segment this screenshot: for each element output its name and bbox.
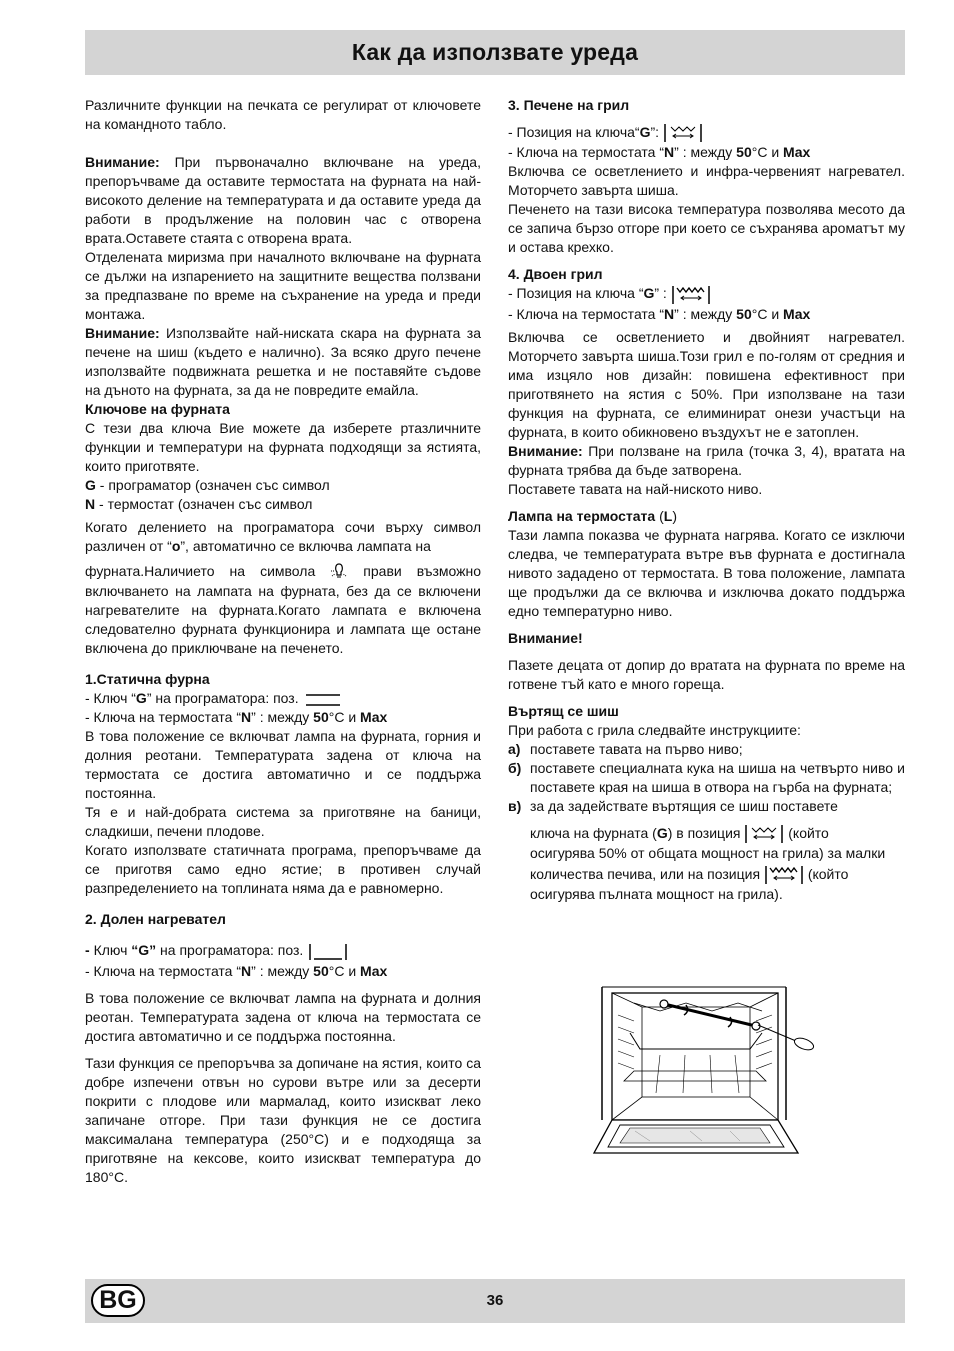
g-key-line: G - програматор (означен със символ: [85, 477, 330, 493]
keys-paragraph: С тези два ключа Вие можете да изберете ртазличните функции и температури на фурната подходящи за ястията, които приготвяте.: [85, 420, 481, 474]
smell-paragraph: Отделената миризма при началното включване на фурната се дължи на изпарението на защитните вещества ползвани за предпазване по време на съхранение на уреда и преди монтажа.: [85, 249, 481, 322]
oven-rotisserie-illustration: [590, 975, 820, 1165]
lamp-paragraph-cont: фурната.Наличието на символа прави възможно включването на лампата на фурната, без да се включени нагревателите на фурната.Когато лампата е включена следователно фурната функционира и лампата ще остане включена до приключване на печенето.: [85, 563, 482, 657]
lamp-paragraph: Когато делението на програматора сочи върху символ различен от “о”, автоматично се включва лампата на: [85, 519, 481, 554]
double-grill-tray: Поставете тавата на най-ниското ниво.: [508, 480, 763, 497]
double-grill-p1: Включва се осветлението и двойният нагревател. Моторчето завърта шиша.Този грил е по-голям от средния и има изцяло нов дизайн: повишена ефективност при приготвянето на ястия с 50%. При използване на тази функция на фурната, се елиминират онези участъци на фурната, в които обикновено въздухът не е затоплен.: [508, 328, 905, 440]
static-oven-p3: Когато използвате статичната програма, препоръчваме да се приготвя само едно ястие; в противен случай разпределението на топлината няма да е равномерно.: [85, 842, 481, 897]
rotisserie-step-a: а) поставете тавата на първо ниво;: [508, 740, 743, 757]
bottom-heater-symbol-icon: [307, 942, 349, 962]
static-oven-p2: Тя е и най-добрата система за приготвяне на баници, сладкиши, печени плодове.: [85, 804, 481, 840]
double-grill-warning: Внимание: При ползване на грила (точка 3, 4), вратата на фурната трябва да бъде затворена.: [508, 442, 905, 478]
n-key-line: N - термостат (означен със символ: [85, 496, 313, 512]
grill-symbol-icon: [663, 123, 703, 143]
bottom-heater-heading: 2. Долен нагревател: [85, 911, 226, 928]
double-grill-key-line: - Позиция на ключа “G” :: [508, 284, 905, 304]
left-column: [85, 96, 481, 1187]
thermostat-lamp-paragraph: Тази лампа показва че фурната нагрява. Когато се изключи следва, че температурата вътре във фурната е достигнала нивото зададено от термостата. В това положение, лампата ще продължи да се включва и изключва докато поддържа едно температурно ниво.: [508, 526, 905, 619]
oven-lamp-icon: [330, 562, 348, 582]
static-oven-thermo-line: - Ключа на термостата “N” : между 50°C и Max: [85, 709, 388, 726]
static-oven-symbol-icon: [303, 693, 343, 707]
double-grill-thermo-line: - Ключа на термостата “N” : между 50°C и Max: [508, 305, 811, 322]
page-title: Как да използвате уреда: [351, 39, 639, 65]
bottom-heater-key-line: - Ключ “G” на програматора: поз.: [85, 941, 481, 961]
keys-heading: Ключове на фурната: [85, 401, 230, 417]
static-oven-p1: В това положение се включват лампа на фурната, горния и долния реотани. Температурата задена от ключа на термостата се достига автоматично и се поддържа постоянна.: [85, 728, 481, 802]
rotisserie-heading: Въртящ се шиш: [508, 702, 619, 719]
warning-paragraph-1: Внимание: При първоначално включване на уреда, препоръчваме да оставите термостата на фурната на най-високото деление на температурата и да оставите уреда да работи в продължение на половин час с отворена врата.Оставете стаята с отворена врата.: [85, 154, 481, 246]
language-badge: BG: [91, 1284, 145, 1317]
warning-paragraph-2: Внимание: Използвайте най-ниската скара на фурната за печене на шиш (където е налично). За всяко друго печене използвайте подвижната решетка и не поставяйте съдове на дъното на фурната, за да не повредите емайла.: [85, 325, 481, 398]
thermostat-lamp-heading: Лампа на термостата (L): [508, 507, 677, 524]
static-oven-heading: 1.Статична фурна: [85, 671, 210, 688]
bottom-heater-p2: Тази функция се препоръчва за допичане на ястия, които са добре изпечени отвън но сурови вътре или за десерти покрити с плодове или мармалад, които изискват леко запичане отгоре. При тази функция не се достига максималана температура (250°C) и е подходяща за приготвяне на кексове, които изискват температура до 180°C.: [85, 1054, 481, 1185]
intro-paragraph: Различните функции на печката се регулират от ключовете на командното табло.: [85, 97, 481, 132]
double-grill-position-icon: [764, 865, 804, 885]
page-footer: [85, 1279, 905, 1323]
double-grill-symbol-icon: [671, 285, 711, 305]
grill-p1: Включва се осветлението и инфра-червеният нагревател. Моторчето завърта шиша.: [508, 163, 905, 199]
rotisserie-step-c: в) за да задействате въртящия се шиш поставете ключа на фурната (G) в позиция (който осигурява 50% от общата мощност на грила) за малки количества печива, или на позиция (който осигурява пълната мощност на грила).: [508, 797, 886, 903]
page-number: 36: [486, 1292, 504, 1309]
right-column: [508, 96, 905, 904]
static-oven-key-line: - Ключ “G” на програматора: поз.: [85, 689, 481, 708]
warning-heading: Внимание!: [508, 629, 583, 646]
double-grill-heading: 4. Двоен грил: [508, 266, 603, 283]
bottom-heater-thermo-line: - Ключа на термостата “N” : между 50°C и Max: [85, 962, 388, 979]
grill-thermo-line: - Ключа на термостата “N” : между 50°C и Max: [508, 144, 811, 161]
grill-position-icon: [744, 824, 784, 844]
warning-children-paragraph: Пазете децата от допир до вратата на фурната по време на готвене тъй като е много гореща.: [508, 656, 905, 692]
grill-p2: Печенето на тази висока температура позволява месото да се запича бързо отгоре при което се съхранява ароматът му и остава крехко.: [508, 201, 905, 256]
rotisserie-intro: При работа с грила следвайте инструкциите:: [508, 721, 801, 738]
grill-key-line: - Позиция на ключа“G”:: [508, 123, 905, 143]
rotisserie-step-b: б) поставете специалната кука на шиша на четвърто ниво и поставете края на шиша в отвора на гърба на фурната;: [508, 759, 905, 795]
bottom-heater-p1: В това положение се включват лампа на фурната и долния реотан. Температурата задена от ключа на термостата се достига автоматично и се поддържа постоянна.: [85, 989, 481, 1044]
page-header: [85, 30, 905, 75]
grill-heading: 3. Печене на грил: [508, 97, 630, 113]
